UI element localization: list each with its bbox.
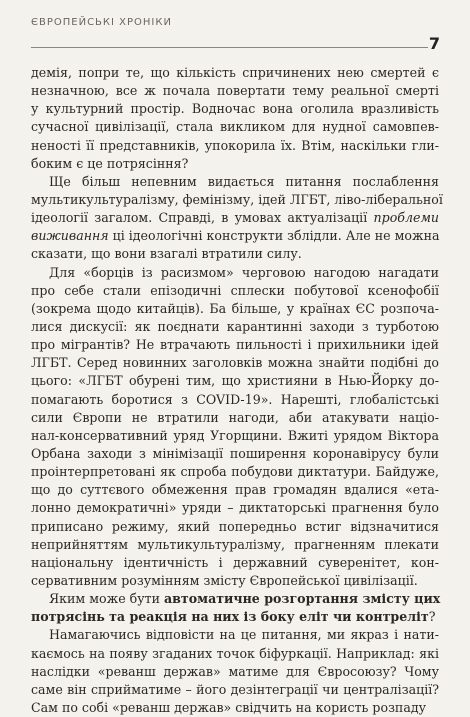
text-line: [31, 64, 439, 82]
text-line: [31, 372, 439, 390]
text-line: [31, 518, 439, 536]
text-line: [31, 155, 439, 173]
text-line: [31, 245, 439, 263]
text-line: [31, 699, 439, 717]
text-line: [31, 264, 439, 282]
text-run: про себе стали епізодичні сплески побутової ксенофобії: [31, 282, 439, 298]
page-number: 7: [428, 34, 440, 53]
text-run: Сам по собі «реванш держав» свідчить на користь розпаду: [31, 699, 426, 715]
text-line: [31, 681, 439, 699]
text-line: [31, 590, 439, 608]
text-line: [31, 463, 439, 481]
text-run: ідеології загалом. Справді, в умовах актуалізації: [31, 210, 374, 226]
body-text: [31, 64, 443, 717]
text-run: незначною, все ж почала повертати тему реальної смерті: [31, 83, 439, 99]
text-run: Орбана заходи з мінімізації поширення коронавірусу були: [31, 445, 439, 461]
text-line: [31, 282, 439, 300]
text-line: [31, 445, 439, 463]
text-line: [31, 499, 439, 517]
text-run: приписано режиму, який попередньо встиг відзначитися: [31, 518, 439, 534]
text-line: [31, 137, 439, 155]
text-run: Для «борців із расизмом» черговою нагодою нагадати: [49, 264, 439, 280]
text-run: мультикультуралізму, фемінізму, ідей ЛГБТ, ліво-ліберальної: [31, 191, 443, 207]
bold-text: автоматичне розгортання змісту цих: [164, 591, 441, 607]
text-line: [31, 100, 439, 118]
text-run: ЛГБТ. Серед новинних заголовків можна знайти подібні до: [31, 355, 439, 371]
text-line: [31, 427, 439, 445]
text-run: демія, попри те, що кількість спричинених нею смертей є: [31, 65, 439, 80]
text-run: каємось на появу згаданих точок біфуркації. Наприклад: які: [31, 645, 439, 661]
text-run: сервативним розумінням змісту Європейської цивілізації.: [31, 572, 418, 588]
text-line: [31, 300, 439, 318]
text-line: [31, 227, 439, 245]
text-line: [31, 645, 439, 663]
text-line: [31, 536, 439, 554]
text-line: [31, 391, 439, 409]
text-run: національну ідентичність і державний суверенітет, кон-: [31, 554, 439, 570]
text-line: [31, 354, 439, 372]
text-line: [31, 608, 439, 626]
text-line: [31, 572, 439, 590]
text-line: [31, 82, 439, 100]
text-line: [31, 626, 439, 644]
text-run: нал-консервативний уряд Угорщини. Вжиті урядом Віктора: [31, 427, 439, 443]
text-run: що до суттєвого обмеження прав громадян вдалися «ета-: [31, 482, 439, 498]
text-run: боким є це потрясіння?: [31, 155, 189, 171]
text-run: (зокрема щодо китайців). Ба більше, у країнах ЄС розпоча-: [31, 300, 439, 316]
text-line: [31, 663, 439, 681]
text-run: наслідки «реванш держав» матиме для Євросоюзу? Чому: [31, 663, 439, 679]
text-line: [31, 118, 439, 136]
text-line: [31, 336, 439, 354]
text-run: помагають боротися з COVID-19». Нарешті, глобалістські: [31, 391, 439, 407]
text-line: [31, 409, 439, 427]
text-run: ?: [428, 609, 436, 625]
text-run: проінтерпретовані як спроба побудови диктатури. Байдуже,: [31, 464, 439, 480]
text-run: Яким може бути: [49, 591, 165, 607]
text-run: про мігрантів? Не втрачають пильності і прихильники ідей: [31, 337, 439, 353]
text-run: Ще більш непевним видається питання послаблення: [49, 173, 439, 189]
text-run: лися дискусії: як поєднати карантинні заходи з турботою: [31, 318, 439, 334]
text-line: [31, 209, 439, 227]
text-run: ці ідеологічні конструкти зблідли. Але не можна: [108, 228, 440, 244]
text-run: сучасної цивілізації, стала викликом для нудної самовпев-: [31, 119, 439, 135]
text-run: сили Європи не втратили нагоди, аби атакувати націо-: [31, 409, 439, 425]
text-line: [31, 318, 439, 336]
text-line: [31, 554, 439, 572]
running-head: ЄВРОПЕЙСЬКІ ХРОНІКИ: [31, 17, 172, 28]
text-line: [31, 481, 439, 499]
text-run: Намагаючись відповісти на це питання, ми якраз і нати-: [49, 627, 439, 643]
header-rule: [31, 47, 428, 48]
text-run: саме він сприйматиме – його дезінтеграції чи централізації?: [31, 681, 439, 697]
text-run: у культурний простір. Водночас вона оголила вразливість: [31, 101, 439, 117]
text-line: [31, 173, 439, 191]
text-run: лонно демократичні» уряди – диктаторські прагнення було: [31, 500, 439, 516]
italic-text: виживання: [31, 228, 109, 244]
text-run: сказати, що вони взагалі втратили силу.: [31, 246, 302, 262]
italic-text: проблеми: [373, 210, 439, 226]
bold-text: потрясінь та реакція на них із боку еліт чи контреліт: [31, 609, 429, 625]
text-line: [31, 191, 443, 209]
text-run: неприйняттям мультикультуралізму, прагненням плекати: [31, 536, 439, 552]
text-run: цього: «ЛГБТ обурені тим, що християни в Нью-Йорку до-: [31, 373, 439, 389]
text-run: неності її представників, упокорила їх. Втім, наскільки гли-: [31, 137, 439, 153]
